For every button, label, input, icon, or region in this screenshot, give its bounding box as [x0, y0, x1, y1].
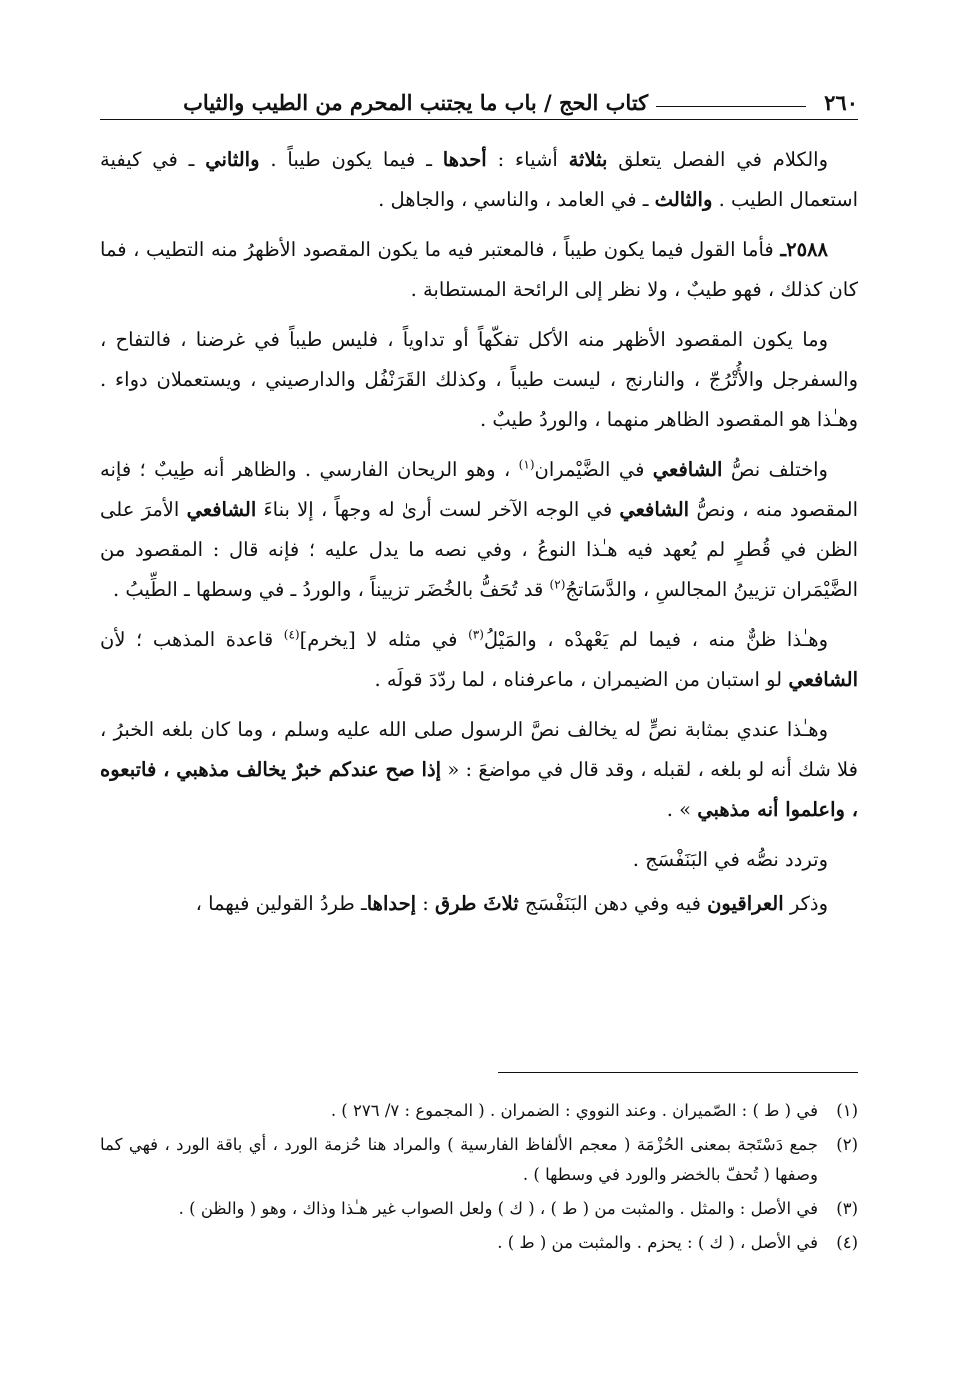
paragraph-number: ٢٥٨٨ـ — [780, 238, 828, 261]
text-run: فأما القول فيما يكون طيباً ، فالمعتبر فيه ما يكون المقصود الأظهرُ منه التطيب ، فما كان كذلك ، فهو طيبٌ ، ولا نظر إلى الرائحة المستطابة . — [100, 238, 858, 301]
paragraph-dimran — [100, 450, 858, 610]
bold-term: الشافعي — [186, 498, 257, 521]
footnote-number: (١) — [836, 1101, 858, 1120]
text-run: فيه وفي دهن البَنَفْسَج — [518, 892, 708, 915]
paragraph-2588 — [100, 230, 858, 310]
paragraph-opinion — [100, 620, 858, 700]
text-run: » . — [666, 798, 698, 821]
footnote-text: في ( ط ) : الصّميران . وعند النووي : الضمران . ( المجموع : ٧/ ٢٧٦ ) . — [330, 1101, 818, 1120]
text-run: ـ فيما يكون طيباً . — [259, 148, 443, 171]
paragraph-iraqis — [100, 884, 858, 924]
text-run: قاعدة المذهب ؛ لأن — [100, 628, 284, 651]
footnote-text: في الأصل ، ( ك ) : يحزم . والمثبت من ( ط ) . — [497, 1233, 818, 1252]
bold-term: والثالث — [654, 188, 713, 211]
footnote-1 — [100, 1096, 858, 1126]
text-run: وهـٰذا عندي بمثابة نصٍّ له يخالف نصَّ الرسول صلى الله عليه وسلم ، وما كان بلغه الخبرُ ، فلا شك أنه لو بلغه ، لقبله ، وقد قال في مواضعَ : « — [100, 718, 858, 781]
footnote-number: (٣) — [836, 1199, 858, 1218]
text-run: وما يكون المقصود الأظهر منه الأكل تفكّهاً أو تداوياً ، فليس طيباً في غرضنا ، فالتفاح ، والسفرجل والأُتْرُجّ ، والنارنج ، ليست طيباً ، وكذلك القَرَنْفُل والدارصيني ، ويستعملان دواء . وهـٰذا هو المقصود الظاهر منهما ، والوردُ طيبٌ . — [100, 328, 858, 431]
bold-term: والثاني — [205, 148, 260, 171]
text-run: واختلف نصُّ — [722, 458, 828, 481]
footnote-3 — [100, 1194, 858, 1224]
bold-term: الشافعي — [788, 668, 858, 691]
bold-term: أحدها — [442, 148, 487, 171]
text-run: في مثله لا [يخرم] — [299, 628, 469, 651]
footnotes — [100, 1096, 858, 1262]
text-run: أشياء : — [486, 148, 569, 171]
footnote-number: (٢) — [836, 1135, 858, 1154]
footnote-ref[interactable]: (٢) — [549, 577, 566, 592]
text-run: الأمرَ على الظن في قُطرٍ لم يُعهد فيه هـٰذا النوعُ ، وفي نصه ما يدل عليه ؛ فإنه قال : المقصود من الضَّيْمَران تزيينُ المجالسِ ، والدَّسَاتجُ — [100, 498, 858, 601]
footnote-text: في الأصل : والمثل . والمثبت من ( ط ) ، ( ك ) ولعل الصواب غير هـٰذا وذاك ، وهو ( والظن ) . — [178, 1199, 818, 1218]
bold-term: العراقيون — [707, 892, 784, 915]
footnote-ref[interactable]: (٣) — [468, 627, 484, 642]
text-run: : — [416, 892, 436, 915]
footnote-4 — [100, 1228, 858, 1258]
header-rule — [656, 106, 806, 107]
text-run: ـ طردُ القولين فيهما ، — [195, 892, 367, 915]
page-number: ٢٦٠ — [824, 90, 858, 115]
bold-term: إحداها — [366, 892, 417, 915]
text-run: قد تُحَفُّ بالخُضَر تزييناً ، والوردُ ـ في وسطها ـ الطِّيبُ . — [113, 578, 550, 601]
paragraph-intro — [100, 140, 858, 220]
text-run: ـ في العامد ، والناسي ، والجاهل . — [378, 188, 655, 211]
bold-term: ثلاثَ طرق — [435, 892, 519, 915]
text-run: وتردد نصُّه في البَنَفْسَج . — [632, 848, 828, 871]
quoted-saying: إذا صح عندكم خبرٌ يخالف مذهبي ، فاتبعوه ، واعلموا أنه مذهبي — [100, 758, 858, 821]
footnote-2 — [100, 1130, 858, 1190]
text-run: وهـٰذا ظنٌّ منه ، فيما لم يَعْهدْه ، والمَيْلُ — [483, 628, 828, 651]
footnote-number: (٤) — [836, 1233, 858, 1252]
bold-term: الشافعي — [652, 458, 723, 481]
main-text — [100, 140, 858, 934]
text-run: لو استبان من الضيمران ، ماعرفناه ، لما ردّدَ قولَه . — [374, 668, 789, 691]
text-run: في الوجه الآخر لست أرىٰ له وجهاً ، إلا بناءَ — [256, 498, 620, 521]
bold-term: الشافعي — [619, 498, 690, 521]
footnote-text: جمع دَسْتَجة بمعنى الحُزْمَة ( معجم الألفاظ الفارسية ) والمراد هنا حُزمة الورد ، أي باقة الورد ، فهي كما وصفها ( تُحفّ بالخضر والورد في وسطها ) . — [100, 1135, 818, 1184]
footnote-separator — [498, 1072, 858, 1073]
running-header — [100, 82, 858, 120]
bold-term: بثلاثة — [568, 148, 608, 171]
text-run: والكلام في الفصل يتعلق — [607, 148, 829, 171]
text-run: وذكر — [783, 892, 828, 915]
text-run: ، وهو الريحان الفارسي . والظاهر أنه طِيبٌ ؛ فإنه المقصود منه ، ونصُّ — [100, 458, 859, 521]
text-run: في الضَّيْمران — [534, 458, 653, 481]
text-run: ـ في كيفية استعمال الطيب . — [100, 148, 858, 211]
header-title: كتاب الحج / باب ما يجتنب المحرم من الطيب والثياب — [183, 90, 649, 115]
footnote-ref[interactable]: (٤) — [283, 627, 300, 642]
paragraph-hadith — [100, 710, 858, 830]
footnote-ref[interactable]: (١) — [518, 457, 535, 472]
paragraph-violet — [100, 840, 858, 880]
paragraph-fruits — [100, 320, 858, 440]
